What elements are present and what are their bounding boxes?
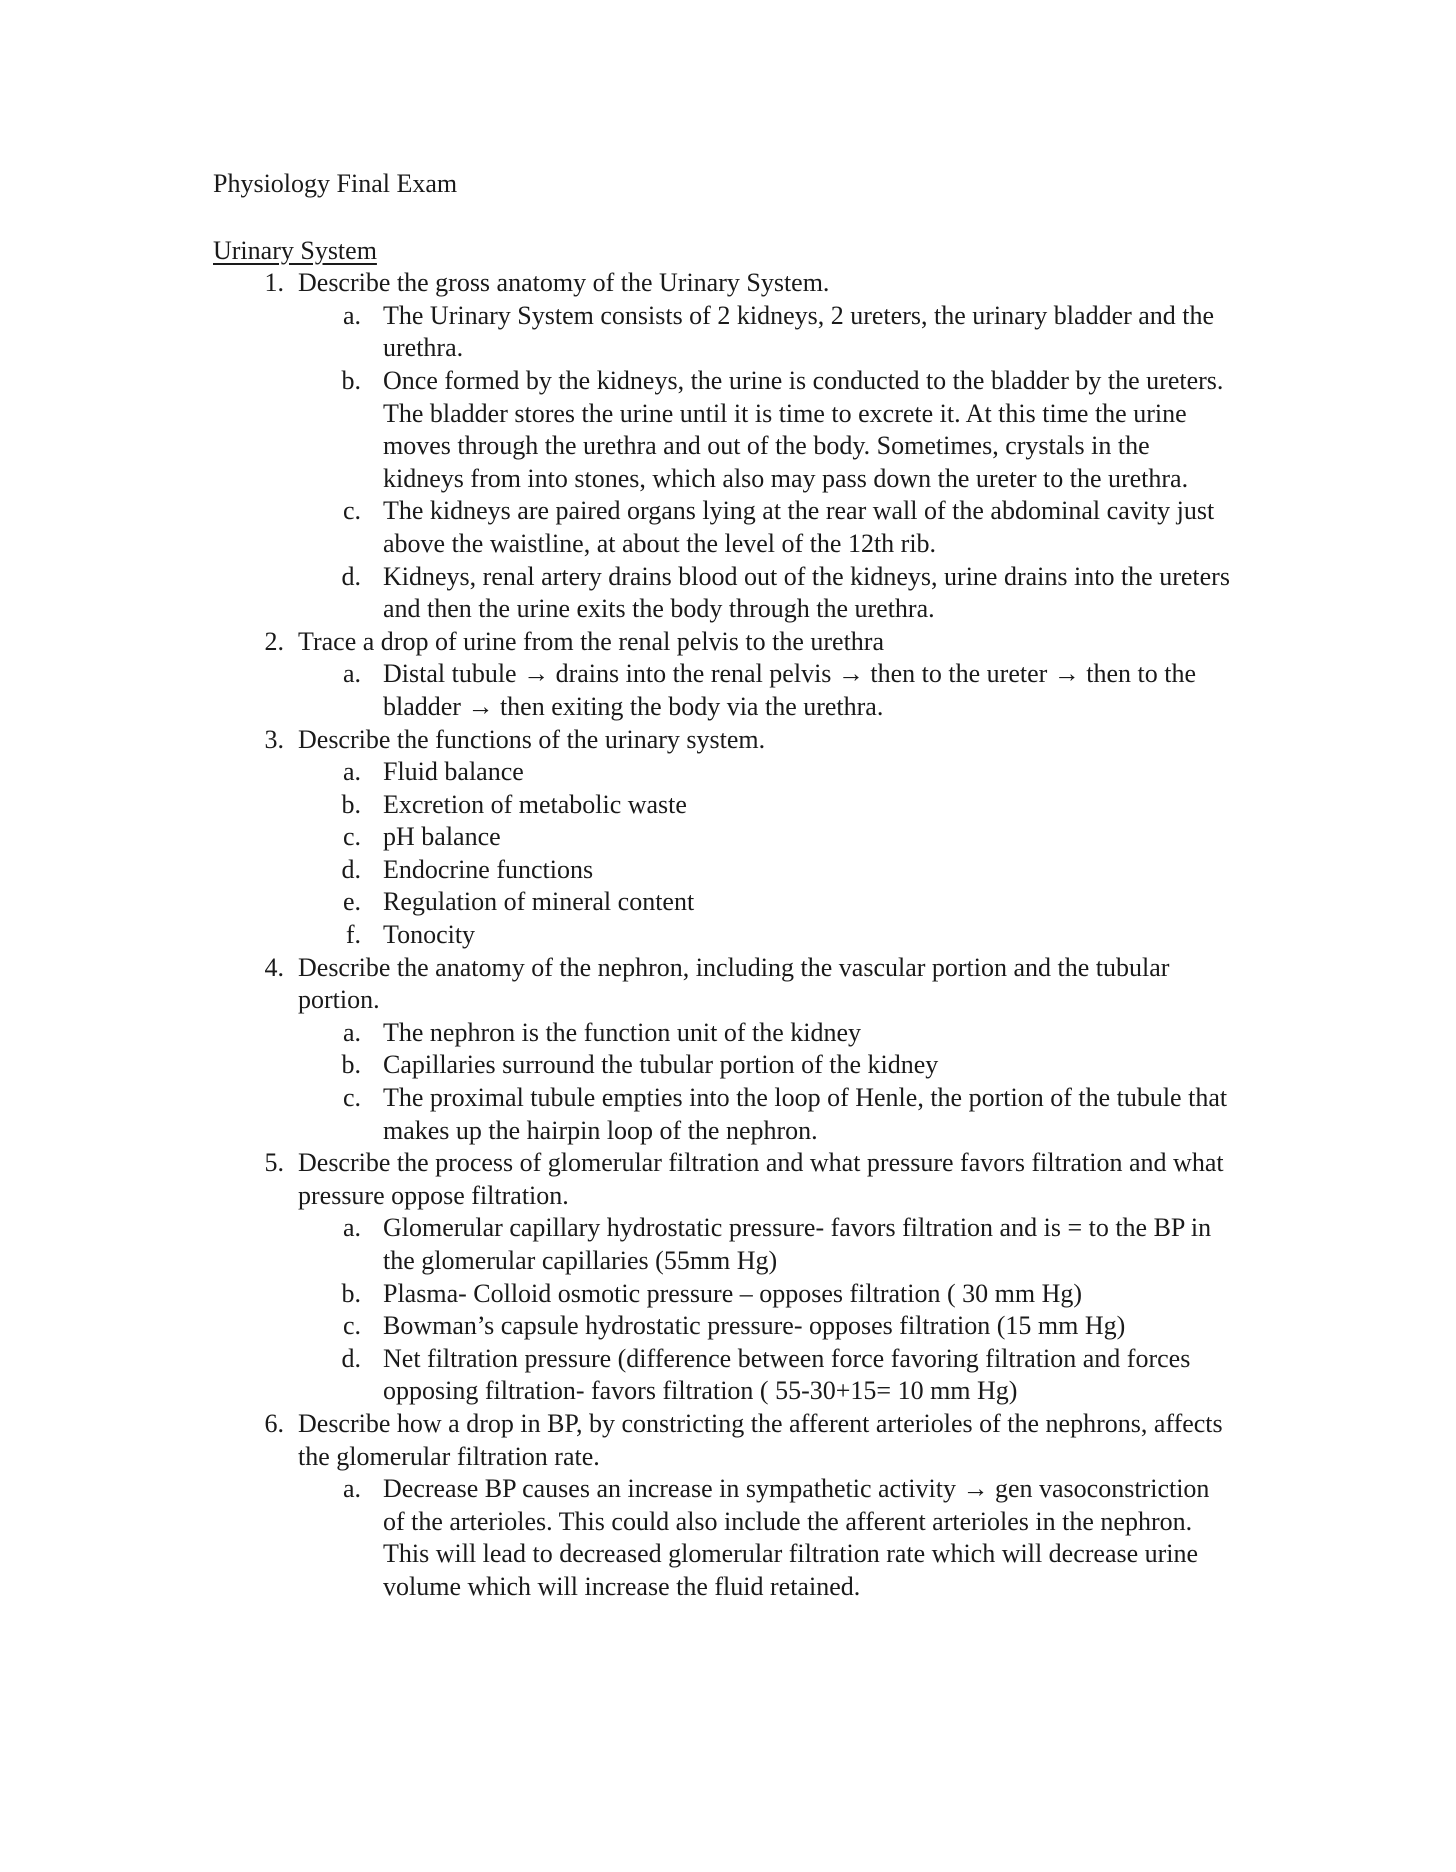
answer-text: pH balance xyxy=(383,822,501,852)
answer-letter: a. xyxy=(342,1017,361,1047)
question-number: 6. xyxy=(264,1408,284,1438)
answer-item xyxy=(298,561,1233,626)
answer-item xyxy=(298,1310,1233,1343)
answer-letter: b. xyxy=(341,1050,361,1080)
question-number: 3. xyxy=(264,724,284,754)
question-item xyxy=(213,724,1253,952)
answer-letter: d. xyxy=(341,854,361,884)
answer-item xyxy=(298,1017,1233,1050)
answer-text: Decrease BP causes an increase in sympathetic activity → gen vasoconstriction of the arterioles. This could also include the afferent arterioles in the nephron. This will lead to decreased glomerular filtration rate which will decrease urine volume which will increase the fluid retained. xyxy=(383,1474,1210,1601)
answer-letter: c. xyxy=(342,496,361,526)
question-body xyxy=(298,267,1253,626)
answer-letter: f. xyxy=(345,920,361,950)
question-body xyxy=(298,626,1253,724)
section-heading: Urinary System xyxy=(213,235,377,265)
answer-item xyxy=(298,1343,1233,1408)
answer-item xyxy=(298,821,1233,854)
question-number: 2. xyxy=(264,626,284,656)
answer-item xyxy=(298,1212,1233,1277)
question-body xyxy=(298,1147,1253,1408)
answer-text: Excretion of metabolic waste xyxy=(383,789,687,819)
answer-letter: b. xyxy=(341,789,361,819)
question-item xyxy=(213,267,1253,626)
question-list xyxy=(213,267,1253,1603)
answer-list xyxy=(298,658,1233,723)
answer-text: Fluid balance xyxy=(383,757,524,787)
answer-letter: a. xyxy=(342,757,361,787)
answer-letter: e. xyxy=(342,887,361,917)
question-text: Describe the functions of the urinary system. xyxy=(298,724,766,754)
answer-text: Tonocity xyxy=(383,920,476,950)
answer-item xyxy=(298,789,1233,822)
question-body xyxy=(298,724,1253,952)
answer-item xyxy=(298,300,1233,365)
question-number: 4. xyxy=(264,952,284,982)
answer-item xyxy=(298,1278,1233,1311)
answer-list xyxy=(298,1212,1233,1408)
answer-letter: a. xyxy=(342,659,361,689)
answer-item xyxy=(298,756,1233,789)
answer-text: Regulation of mineral content xyxy=(383,887,695,917)
answer-text: Bowman’s capsule hydrostatic pressure- opposes filtration (15 mm Hg) xyxy=(383,1311,1126,1341)
question-text: Describe the process of glomerular filtration and what pressure favors filtration and what pressure oppose filtration. xyxy=(298,1148,1224,1210)
answer-letter: a. xyxy=(342,1213,361,1243)
answer-text: The nephron is the function unit of the kidney xyxy=(383,1017,862,1047)
answer-text: Plasma- Colloid osmotic pressure – opposes filtration ( 30 mm Hg) xyxy=(383,1278,1083,1308)
document-page xyxy=(213,168,1253,1604)
question-text: Describe how a drop in BP, by constricting the afferent arterioles of the nephrons, affects the glomerular filtration rate. xyxy=(298,1408,1223,1471)
question-item xyxy=(213,1408,1253,1604)
answer-text: Kidneys, renal artery drains blood out of the kidneys, urine drains into the ureters and then the urine exits the body through the urethra. xyxy=(383,561,1230,624)
answer-text: Glomerular capillary hydrostatic pressure- favors filtration and is = to the BP in the glomerular capillaries (55mm Hg) xyxy=(383,1213,1212,1275)
question-text: Describe the anatomy of the nephron, including the vascular portion and the tubular portion. xyxy=(298,952,1170,1015)
question-item xyxy=(213,1147,1253,1408)
question-text: Describe the gross anatomy of the Urinary System. xyxy=(298,268,830,298)
answer-text: The kidneys are paired organs lying at the rear wall of the abdominal cavity just above the waistline, at about the level of the 12th rib. xyxy=(383,496,1215,558)
answer-text: The Urinary System consists of 2 kidneys, 2 ureters, the urinary bladder and the urethra. xyxy=(383,300,1215,363)
question-number: 5. xyxy=(264,1148,284,1178)
page-title: Physiology Final Exam xyxy=(213,169,458,198)
question-item xyxy=(213,952,1253,1148)
answer-letter: b. xyxy=(341,1278,361,1308)
answer-item xyxy=(298,854,1233,887)
answer-list xyxy=(298,1473,1233,1603)
answer-text: The proximal tubule empties into the loop of Henle, the portion of the tubule that makes up the hairpin loop of the nephron. xyxy=(383,1083,1228,1145)
answer-text: Once formed by the kidneys, the urine is conducted to the bladder by the ureters. The bladder stores the urine until it is time to excrete it. At this time the urine moves through the urethra and out of the body. Sometimes, crystals in the kidneys from into stones, which also may pass down the ureter to the urethra. xyxy=(383,365,1224,493)
answer-item xyxy=(298,1049,1233,1082)
answer-letter: c. xyxy=(342,822,361,852)
answer-item xyxy=(298,919,1233,952)
answer-item xyxy=(298,886,1233,919)
answer-list xyxy=(298,1017,1233,1147)
answer-list xyxy=(298,756,1233,952)
answer-letter: a. xyxy=(342,1474,361,1504)
answer-text: Capillaries surround the tubular portion of the kidney xyxy=(383,1050,939,1080)
answer-letter: d. xyxy=(341,561,361,591)
answer-letter: d. xyxy=(341,1343,361,1373)
question-body xyxy=(298,1408,1253,1604)
answer-item xyxy=(298,1473,1233,1603)
answer-item xyxy=(298,658,1233,723)
answer-item xyxy=(298,495,1233,560)
question-text: Trace a drop of urine from the renal pelvis to the urethra xyxy=(298,626,885,656)
answer-item xyxy=(298,365,1233,495)
question-number: 1. xyxy=(264,268,284,298)
answer-letter: b. xyxy=(341,365,361,395)
answer-item xyxy=(298,1082,1233,1147)
answer-letter: c. xyxy=(342,1311,361,1341)
answer-letter: c. xyxy=(342,1083,361,1113)
question-body xyxy=(298,952,1253,1148)
question-item xyxy=(213,626,1253,724)
answer-text: Net filtration pressure (difference between force favoring filtration and forces opposing filtration- favors filtration ( 55-30+15= 10 mm Hg) xyxy=(383,1343,1191,1406)
answer-letter: a. xyxy=(342,300,361,330)
answer-list xyxy=(298,300,1233,626)
answer-text: Endocrine functions xyxy=(383,854,594,884)
answer-text: Distal tubule → drains into the renal pelvis → then to the ureter → then to the bladder → then exiting the body via the urethra. xyxy=(383,659,1197,721)
